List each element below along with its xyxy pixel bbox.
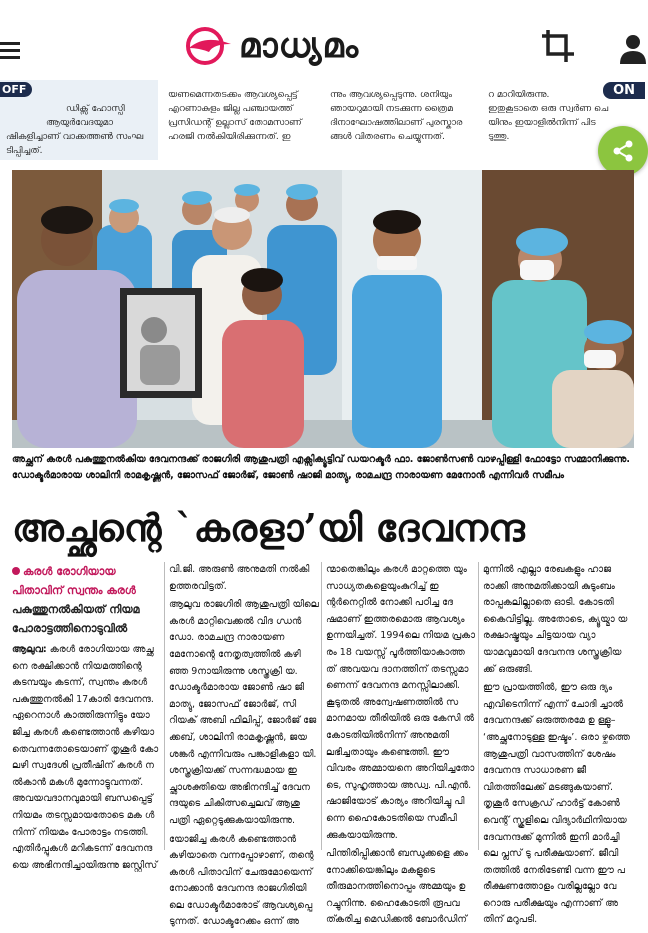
column-divider [478, 562, 479, 850]
column-divider [164, 562, 165, 850]
article-column-1 [12, 562, 162, 874]
article-paragraph [12, 642, 162, 874]
strip-line: ഞായറുമായി നടക്കുന്ന ത്രൈമ [330, 104, 453, 114]
bullet-dot-icon [12, 567, 20, 575]
strip-line: ആയുർവേദയുമാ [46, 118, 113, 128]
article-paragraph: പിന്തിരിപ്പിക്കാൻ ബന്ധുക്കളെ ക്കം നോക്കിയെങ്കിലും മകളുടെ തീരുമാനത്തിനൊപ്പം അമ്മയും ഉ റച്ചുനിന്നു. ഹൈകോടതി രൂപവ ത്കരിച്ച മെഡിക്കൽ ബോർഡിന് [326, 848, 468, 926]
strip-line: ഡിക്സ് ഹോസ്പി [66, 104, 125, 114]
hamburger-menu-icon[interactable] [0, 40, 22, 62]
kicker-line: പകുത്തുനൽകിയത് നിയമ [12, 603, 140, 616]
strip-line: റ മാറിയിരുന്നു. [488, 90, 550, 100]
strip-column [168, 80, 328, 160]
strip-line: ടുത്തു. [488, 132, 510, 142]
kicker-line: പിതാവിന് സ്വന്തം കരൾ [12, 584, 136, 597]
off-badge: OFF [0, 82, 32, 97]
article-headline: അച്ഛന്റെ `കരളാ’യി ദേവനന്ദ [12, 505, 525, 550]
share-button[interactable] [598, 126, 648, 176]
on-badge: ON [603, 82, 645, 99]
strip-line: ടിപ്പിച്ചത്. [6, 146, 43, 156]
strip-line: ങ്ങൾ വിതരണം ചെയ്യുന്നത്. [330, 132, 445, 142]
article-paragraph: മുന്നിൽ എല്ലാ രേഖകളും ഹാജ രാക്കി അനുമതിക്കായി കുടുംബം രാപ്പകലില്ലാതെ ഓടി. കോടതി കൈവിട്ടില്ല. അതോടെ, ക്യൂയ്മാ യ രക്ഷാഷ്ട്രയും ചിട്ടയായ വ്യാ യാമവുമായി ദേവനന്ദ ശസ്ത്രക്രിയ ക്ക് ഒരുങ്ങി. [483, 564, 628, 675]
strip-line: യിനും ഇയാളിൽനിന്ന് പിട [488, 118, 596, 128]
share-icon [611, 139, 635, 163]
article-column-4 [483, 562, 635, 931]
strip-line: ഹരജി നൽകിയിരിക്കുന്നത്. ഇ [168, 132, 291, 142]
article-paragraph: വി.ജി. അരുൺ അനുമതി നൽകി ഉത്തരവിട്ടത്. [169, 564, 310, 592]
article-paragraph: ന്മാതെങ്കിലും കരൾ മാറ്റത്തെ യും സാധ്യതകളെയുംകുറിച്ച് ഇ ന്റർനെറ്റിൽ നോക്കി പഠിച്ച ദേ ഷമാണ് ഇത്തരമൊരു ആവശ്യം ഉന്നയിച്ചത്. 1994ലെ നിയമ പ്രകാ രം 18 വയസ്സ് പൂർത്തിയാകാത്ത ത് അവയവ ദാനത്തിന് തടസ്സമാ ണെന്ന് ദേവനന്ദ മനസ്സിലാക്കി. കൂടുതൽ അന്വേഷണത്തിൽ സ മാനമായ തീരിയിൽ ഒരു കേസി ൽ കോടതിയിൽനിന്ന് അനുമതി ലഭിച്ചതായും കണ്ടെത്തി. ഈ വിവരം അമ്മായനെ അറിയിച്ചതോ ടെ, സുഹൃത്തായ അഡ്വ. പി.എൻ. ഷാജിയോട് കാര്യം അറിയിച്ചു പി ന്നെ ഹൈകോടതിയെ സമീപി ക്കുകയായിരുന്നു. [326, 564, 476, 841]
article-paragraph: ഈ പ്രായത്തിൽ, ഈ ഒരു ദ്യം എവിടെനിന്ന് എന്ന് ചോദി ച്ചാൽ ദേവനന്ദക്ക് ഒരുത്തരമേ ഉ ള്ളൂ– ‘അച്ഛനോടുള്ള ഇഷ്ടം’. ഒരാ ഴ്ചത്തെ ആശുപത്രി വാസത്തിന് ശേഷം ദേവനന്ദ സാധാരണ ജീ വിതത്തിലേക്ക് മടങ്ങുകയാണ്. തൃശൂർ സേക്രഡ് ഹാർട്ട് കോൺ വെന്റ് സ്കൂളിലെ വിദ്യാർഥിനിയായ ദേവനന്ദക്ക് മുന്നിൽ ഇനി മാർച്ചി ലെ പ്ലസ് ടു പരീക്ഷയാണ്. ജീവി തത്തിൽ നേരിടേണ്ടി വന്ന ഈ പ രീക്ഷണത്തോളം വരില്ലല്ലോ വേ റൊരു പരീക്ഷയും എന്നാണ് അ തിന് മറുപടി. [483, 682, 630, 926]
crop-icon[interactable] [540, 28, 576, 64]
strip-line: എറണാകുളം ജില്ല പഞ്ചായത്ത് [168, 104, 293, 114]
previous-article-strip [0, 80, 645, 160]
dateline: ആലുവ: [12, 644, 47, 655]
article-column-3 [326, 562, 476, 931]
photo-caption: അച്ഛന് കരൾ പകുത്തുനൽകിയ ദേവനന്ദക്ക് രാജഗിരി ആശുപത്രി എക്സിക്യൂട്ടിവ് ഡയറക്ടർ ഫാ. ജോൺസൺ വാഴപ്പിള്ളി ഫോട്ടോ സമ്മാനിക്കുന്നു. ഡോക്ടർമാരായ ശാലിനി രാമകൃഷ്ണൻ, ജോസഫ് ജോർജ്, ജോൺ ഷാജി മാത്യു, രാമചന്ദ്ര നാരായണ മേനോൻ എന്നിവർ സമീപം [12, 454, 630, 481]
strip-column [330, 80, 490, 160]
article-paragraph: യോജിച്ച കരൾ കണ്ടെത്താൻ കഴിയാതെ വന്നപ്പോഴാണ്, തന്റെ കരൾ പിതാവിന് ചേരുമോയെന്ന് നോക്കാൻ ദേവനന്ദ രാജഗിരിയി ലെ ഡോക്ടർമാരോട് ആവശ്യപ്പെ ടുന്നത്. ഡോക്ടറേക്കം ഒന്ന് അ [169, 833, 314, 928]
logo-emblem-icon [185, 26, 233, 66]
strip-line: പ്രസിഡന്റ് ഉല്ലാസ് തോമസാണ് [168, 118, 302, 128]
article-paragraph: ആലുവ രാജഗിരി ആശുപത്രി യിലെ കരൾ മാറ്റിവെക്കൽ വിദ ഗ്ധൻ ഡോ. രാമചന്ദ്ര നാരായണ മേനോന്റെ നേതൃത്വത്തിൽ കഴി ഞ്ഞ 9നായിരുന്നു ശസ്ത്രക്രി യ. ഡോക്ടർമാരായ ജോൺ ഷാ ജി മാത്യു, ജോസഫ് ജോർജ്, സി റിയക് അബി ഫിലിപ്പ്, ജോർജ് ജേ ക്കബ്, ശാലിനി രാമകൃഷ്ണൻ, ജയ ശങ്കർ എന്നിവരും പങ്കാളികളാ യി. ശസ്ത്രക്രിയക്ക് സന്നദ്ധമായ ഇ ച്ഛാശക്തിയെ അഭിനന്ദിച്ച് ദേവന ന്ദയുടെ ചികിത്സച്ചെലവ് ആശു പത്രി ഏറ്റെടുക്കുകയായിരുന്നു. [169, 599, 319, 826]
profile-icon[interactable] [620, 34, 646, 64]
madhyamam-logo[interactable] [185, 22, 359, 70]
strip-line: യണമെന്നതടക്കം ആവശ്യപ്പെട്ട് [168, 90, 298, 100]
strip-line: ഷികളിച്ചാണ് വാക്കത്തൺ സംഘ [6, 132, 144, 142]
strip-line: ദിനാഘോഷത്തിലാണ് പുരസ്കാര [330, 118, 463, 128]
hospital-group-photo [12, 170, 634, 448]
article-kicker [12, 562, 162, 638]
strip-line: ഇതുകൂടാതെ ഒരു സ്വർണ ചെ [488, 104, 609, 114]
column-divider [321, 562, 322, 850]
paragraph-text: കരൾ രോഗിയായ അച്ഛ നെ രക്ഷിക്കാൻ നിയമത്തിന്റെ കടമ്പയും കടന്ന്, സ്വന്തം കരൾ പകുത്തുനൽകി 17കാരി ദേവനന്ദ. ഏറെനാൾ കാത്തിരുന്നിട്ടും യോ ജിച്ച കരൾ കണ്ടെത്താൻ കഴിയാ തെവന്നതോടെയാണ് തൃശൂർ കോ ലഴി സ്വദേശി പ്രതീഷിന് കരൾ ന ൽകാൻ മകൾ മുന്നോട്ടുവന്നത്. അവയവദാനവുമായി ബന്ധപ്പെട്ട് നിയമം തടസ്സമായതോടെ മക ൾ നിന്ന് നിയമം പോരാട്ടം നടത്തി. എതിർപ്പുകൾ മറികടന്ന് ദേവനന്ദ യെ അഭിനന്ദിച്ചായിരുന്നു ജസ്റ്റിസ് [12, 644, 159, 871]
article-column-2 [169, 562, 319, 933]
logo-text: മാധ്യമം [239, 26, 360, 66]
app-header [0, 0, 645, 92]
strip-line: ന്നും ആവശ്യപ്പെടുന്നു. ശനിയും [330, 90, 452, 100]
kicker-line: പോരാട്ടത്തിനൊടുവിൽ [12, 622, 128, 635]
news-photo [12, 170, 634, 448]
kicker-line: കരൾ രോഗിയായ [23, 565, 116, 578]
